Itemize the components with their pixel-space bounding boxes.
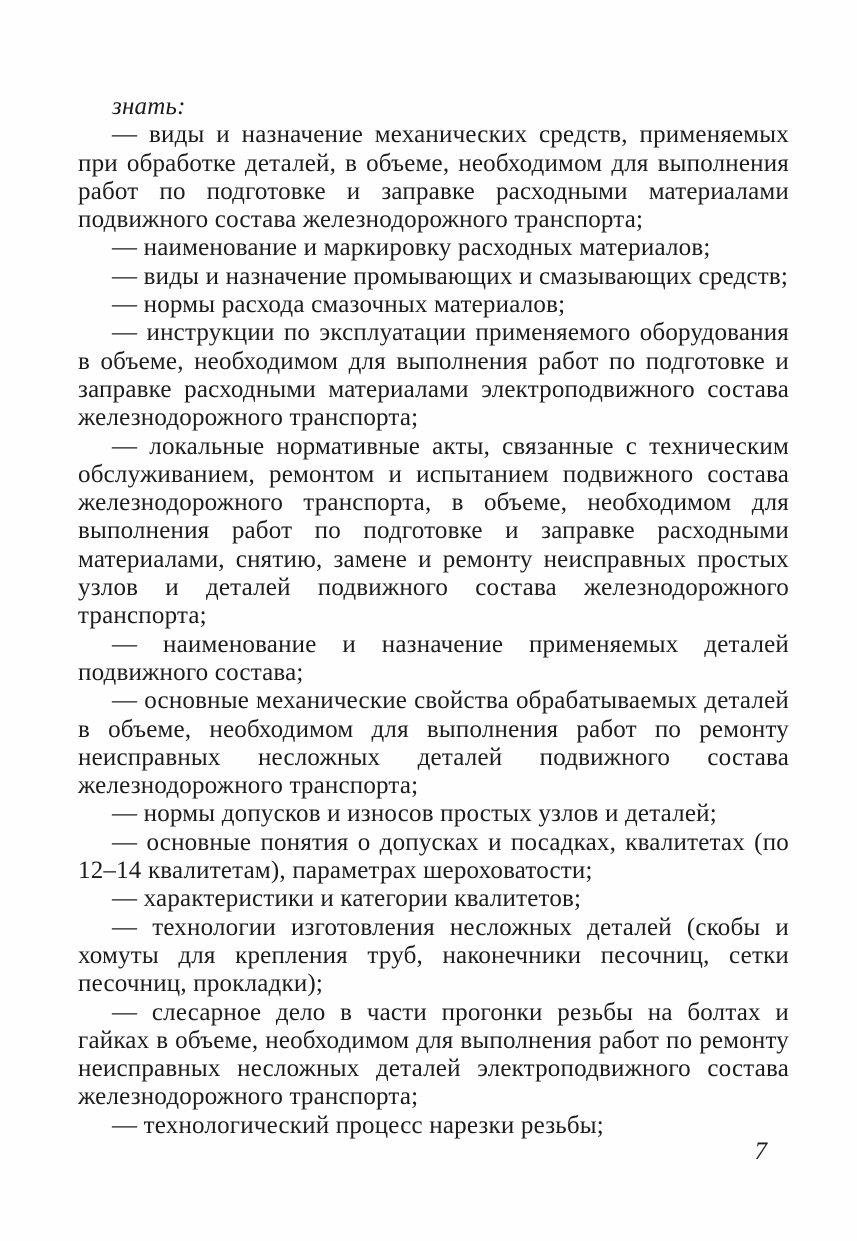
list-item: — локальные нормативные акты, связанные с техническим обслуживанием, ремонтом и испытанием подвижного состава железнодорожного транспорта, в объеме, необходимом для выполнения работ по подготовке и заправке расходными материалами, снятию, замене и ремонту неисправных простых узлов и деталей подвижного состава железнодорожного транспорта;: [78, 432, 789, 630]
list-item: — нормы расхода смазочных материалов;: [112, 291, 566, 319]
page-number: 7: [754, 1138, 767, 1165]
list-item: — наименование и назначение применяемых деталей подвижного состава;: [78, 630, 789, 686]
text-block: [78, 93, 789, 1140]
list-item: — характеристики и категории квалитетов;: [112, 885, 582, 913]
list-item: — основные понятия о допусках и посадках, квалитетах (по 12–14 квалитетам), параметрах шероховатости;: [78, 828, 789, 885]
list-item: — наименование и маркировку расходных материалов;: [112, 234, 711, 262]
list-item: — технологический процесс нарезки резьбы;: [112, 1111, 604, 1139]
list-item: — виды и назначение механических средств, применяемых при обработке деталей, в объеме, необходимом для выполнения работ по подготовке и заправке расходными материалами подвижного состава железнодорожного транспорта;: [78, 121, 789, 234]
list-item: — технологии изготовления несложных деталей (скобы и хомуты для крепления труб, наконечники песочниц, сетки песочниц, прокладки);: [78, 913, 789, 998]
list-item: — нормы допусков и износов простых узлов и деталей;: [112, 800, 717, 828]
list-item: — основные механические свойства обрабатываемых деталей в объеме, необходимом для выполнения работ по ремонту неисправных несложных деталей подвижного состава железнодорожного транспорта;: [78, 687, 789, 800]
list-item: — инструкции по эксплуатации применяемого оборудования в объеме, необходимом для выполнения работ по подготовке и заправке расходными материалами электроподвижного состава железнодорожного транспорта;: [78, 319, 789, 432]
list-item: — виды и назначение промывающих и смазывающих средств;: [112, 262, 788, 290]
list-item: — слесарное дело в части прогонки резьбы на болтах и гайках в объеме, необходимом для выполнения работ по ремонту неисправных несложных деталей электроподвижного состава железнодорожного транспорта;: [78, 998, 789, 1111]
section-heading: знать:: [112, 93, 186, 120]
